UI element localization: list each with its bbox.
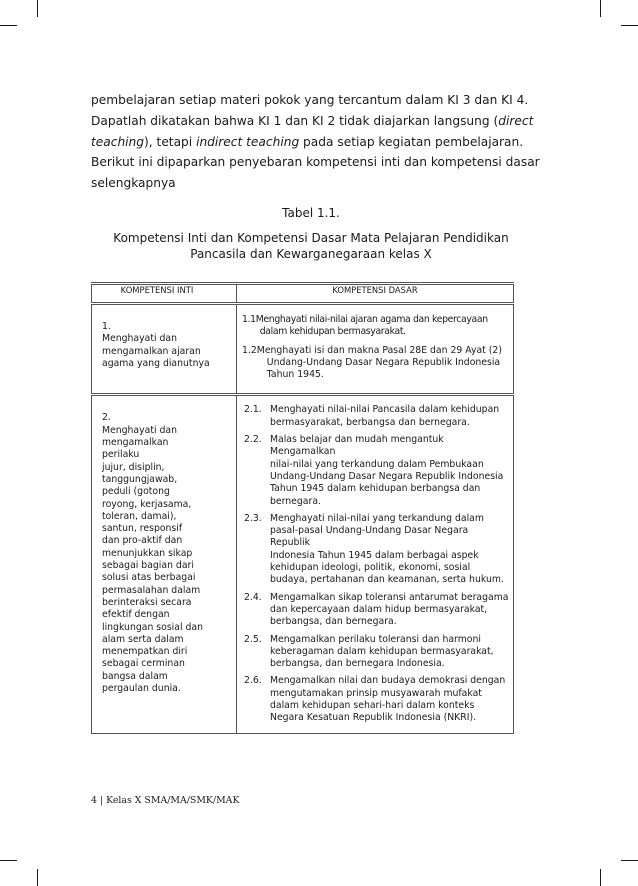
kd-cell xyxy=(237,395,514,733)
table-number: Tabel 1.1. xyxy=(282,206,340,220)
kd-item: 2.4. Mengamalkan sikap toleransi antarumat beragama dan kepercayaan dalam hidup bermasyarakat, berbangsa, dan bernegara. xyxy=(244,591,509,628)
ki-number: 1. xyxy=(102,321,111,332)
table-title-line: Pancasila dan Kewarganegaraan kelas X xyxy=(190,247,432,261)
kd-item: 1.1 Menghayati nilai-nilai ajaran agama dan kepercayaan dalam kehidupan bermasyarakat. xyxy=(242,314,488,338)
kd-item: 2.5. Mengamalkan perilaku toleransi dan harmoni keberagaman dalam kehidupan bermasyarakat, berbangsa, dan bernegara Indonesia. xyxy=(244,633,494,670)
body-paragraph xyxy=(91,90,540,194)
ki-text: Menghayati dan mengamalkan ajaran agama yang dianutnya xyxy=(102,333,210,369)
kd-item: 1.2 Menghayati isi dan makna Pasal 28E dan 29 Ayat (2) Undang-Undang Dasar Negara Republik Indonesia Tahun 1945. xyxy=(242,344,502,381)
crop-mark xyxy=(37,0,38,17)
column-header: KOMPETENSI INTI xyxy=(92,284,237,304)
competency-table xyxy=(91,282,514,734)
paragraph-line: Dapatlah dikatakan bahwa KI 1 dan KI 2 tidak diajarkan langsung (direct xyxy=(91,113,534,128)
table-title-line: Kompetensi Inti dan Kompetensi Dasar Mata Pelajaran Pendidikan xyxy=(113,231,509,245)
paragraph-line: Berikut ini dipaparkan penyebaran kompetensi inti dan kompetensi dasar xyxy=(91,155,540,170)
ki-number: 2. xyxy=(102,412,111,424)
crop-mark xyxy=(600,0,601,17)
ki-cell xyxy=(92,395,237,733)
crop-mark xyxy=(0,25,17,26)
crop-mark xyxy=(621,860,638,861)
table-row xyxy=(92,395,514,733)
crop-mark xyxy=(621,25,638,26)
crop-mark xyxy=(0,860,17,861)
paragraph-line: selengkapnya xyxy=(91,176,176,191)
table-row xyxy=(92,304,514,395)
column-header: KOMPETENSI DASAR xyxy=(237,284,514,304)
crop-mark xyxy=(600,869,601,886)
kd-item: 2.6. Mengamalkan nilai dan budaya demokrasi dengan mengutamakan prinsip musyawarah mufakat dalam kehidupan sehari-hari dalam konteks Negara Kesatuan Republik Indonesia (NKRI). xyxy=(244,675,506,724)
table-title xyxy=(91,230,531,262)
paragraph-line: pembelajaran setiap materi pokok yang tercantum dalam KI 3 dan KI 4. xyxy=(91,93,529,107)
kd-item: 2.1. Menghayati nilai-nilai Pancasila dalam kehidupan bermasyarakat, berbangsa dan bernegara. xyxy=(244,404,500,428)
kd-item: 2.2. Malas belajar dan mudah mengantuk Mengamalkan nilai-nilai yang terkandung dalam Pembukaan Undang-Undang Dasar Negara Republik Indonesia Tahun 1945 dalam kehidupan berbangsa dan bernegara. xyxy=(244,434,504,507)
paragraph-line: teaching), tetapi indirect teaching pada setiap kegiatan pembelajaran. xyxy=(91,134,524,149)
kd-cell xyxy=(237,304,514,395)
ki-text: Menghayati dan mengamalkan perilaku jujur, disiplin, tanggungjawab, peduli (gotong royong, kerjasama, toleran, damai), santun, responsif dan pro-aktif dan menunjukkan sikap sebagai bagian dari solusi atas berbagai permasalahan dalam berinteraksi secara efektif dengan lingkungan sosial dan alam serta dalam menempatkan diri sebagai cerminan bangsa dalam pergaulan dunia. xyxy=(102,424,203,695)
ki-cell xyxy=(92,304,237,395)
kd-item: 2.3. Menghayati nilai-nilai yang terkandung dalam pasal-pasal Undang-Undang Dasar Negara Republik Indonesia Tahun 1945 dalam berbagai aspek kehidupan ideologi, politik, ekonomi, sosial budaya, pertahanan dan keamanan, serta hukum. xyxy=(244,512,504,586)
page-footer: 4 | Kelas X SMA/MA/SMK/MAK xyxy=(91,795,240,806)
crop-mark xyxy=(37,869,38,886)
